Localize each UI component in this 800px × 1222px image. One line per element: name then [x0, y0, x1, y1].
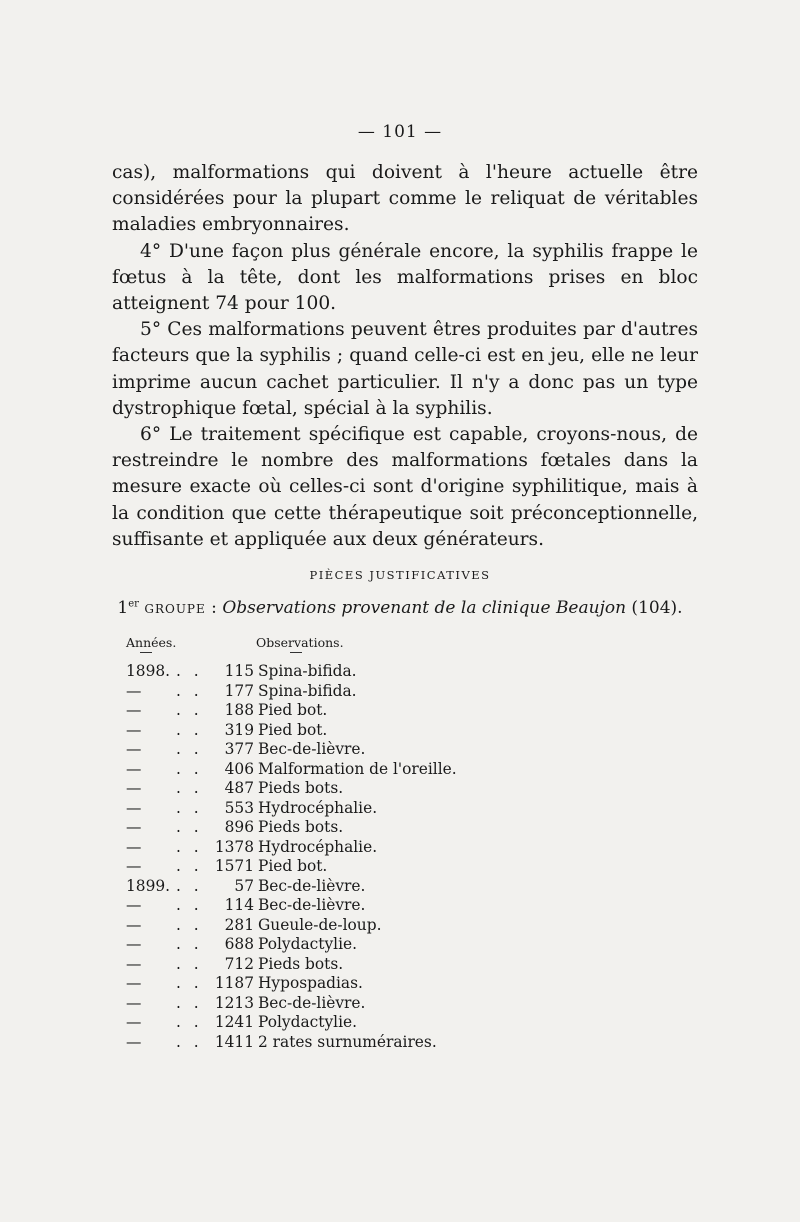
row-leader-dots: . .	[176, 935, 203, 953]
row-leader-dots: . .	[176, 759, 203, 778]
row-leader-dots: . .	[176, 1032, 203, 1051]
row-observation-number: 487	[224, 779, 254, 797]
row-observation-number: 1241	[214, 1013, 254, 1031]
row-leader-dots: . .	[176, 818, 203, 836]
row-year: —	[126, 837, 142, 856]
row-description: 2 rates surnuméraires.	[258, 1032, 437, 1051]
row-leader-dots: . .	[176, 857, 203, 875]
row-observation-number: 1213	[214, 993, 254, 1012]
row-year: 1898.	[126, 662, 171, 680]
row-leader-dots: . .	[176, 681, 203, 700]
table-row	[112, 1033, 612, 1053]
row-leader-dots: . .	[176, 993, 203, 1012]
row-description: Polydactylie.	[258, 935, 357, 953]
table-row	[112, 1013, 612, 1033]
row-leader-dots: . .	[176, 1013, 203, 1031]
row-observation-number: 319	[224, 720, 254, 739]
row-year: —	[126, 720, 142, 739]
table-row	[112, 740, 612, 760]
table-row	[112, 838, 612, 858]
table-row	[112, 701, 612, 721]
row-leader-dots: . .	[176, 896, 203, 914]
row-description: Bec-de-lièvre.	[258, 993, 366, 1012]
row-leader-dots: . .	[176, 974, 203, 992]
row-observation-number: 281	[224, 915, 254, 934]
row-leader-dots: . .	[176, 954, 203, 973]
row-description: Polydactylie.	[258, 1013, 357, 1031]
group-separator: :	[205, 598, 223, 618]
table-row	[112, 994, 612, 1014]
table-row	[112, 857, 612, 877]
row-leader-dots: . .	[176, 701, 203, 719]
row-year: —	[126, 974, 142, 992]
row-year: —	[126, 681, 142, 700]
table-row	[112, 721, 612, 741]
row-description: Pied bot.	[258, 701, 328, 719]
body-text	[112, 160, 698, 553]
row-year: —	[126, 935, 142, 953]
table-row	[112, 662, 612, 682]
table-row	[112, 935, 612, 955]
paragraph-point-5: 5° Ces malformations peuvent êtres produites par d'autres facteurs que la syphilis ; quand celle-ci est en jeu, elle ne leur imprime aucun cachet particulier. Il n'y a donc pas un type dystrophique fœtal, spécial à la syphilis.	[112, 319, 698, 419]
row-year: —	[126, 857, 142, 875]
row-observation-number: 57	[234, 876, 254, 895]
table-row	[112, 760, 612, 780]
row-leader-dots: . .	[176, 915, 203, 934]
table-row	[112, 818, 612, 838]
row-observation-number: 177	[224, 681, 254, 700]
row-description: Pieds bots.	[258, 818, 344, 836]
row-observation-number: 114	[224, 896, 254, 914]
row-observation-number: 1378	[214, 837, 254, 856]
row-leader-dots: . .	[176, 798, 203, 817]
row-year: 1899.	[126, 876, 171, 895]
row-year: —	[126, 915, 142, 934]
table-row	[112, 916, 612, 936]
row-observation-number: 1571	[214, 857, 254, 875]
row-observation-number: 553	[224, 798, 254, 817]
group-label: GROUPE	[144, 602, 206, 616]
row-year: —	[126, 701, 142, 719]
table-row	[112, 877, 612, 897]
group-number: 1	[117, 598, 129, 618]
row-observation-number: 896	[224, 818, 254, 836]
group-number-suffix: er	[128, 598, 139, 610]
table-row	[112, 779, 612, 799]
paragraph-point-4: 4° D'une façon plus générale encore, la syphilis frappe le fœtus à la tête, dont les malformations prises en bloc atteignent 74 pour 100.	[112, 240, 698, 315]
row-observation-number: 115	[224, 662, 254, 680]
row-observation-number: 1187	[214, 974, 254, 992]
row-year: —	[126, 896, 142, 914]
row-leader-dots: . .	[176, 662, 203, 680]
group-description: Observations provenant de la clinique Beaujon	[222, 598, 627, 618]
row-year: —	[126, 993, 142, 1012]
row-leader-dots: . .	[176, 837, 203, 856]
row-observation-number: 188	[224, 701, 254, 719]
column-rule-observations	[290, 652, 302, 653]
row-description: Malformation de l'oreille.	[258, 759, 457, 778]
row-description: Gueule-de-loup.	[258, 915, 382, 934]
group-title	[0, 598, 800, 618]
row-observation-number: 712	[224, 954, 254, 973]
row-observation-number: 688	[224, 935, 254, 953]
column-header-years: Années.	[126, 635, 177, 650]
row-description: Pied bot.	[258, 720, 328, 739]
row-year: —	[126, 759, 142, 778]
row-year: —	[126, 779, 142, 797]
row-description: Pied bot.	[258, 857, 328, 875]
row-description: Bec-de-lièvre.	[258, 740, 366, 758]
row-year: —	[126, 1013, 142, 1031]
paragraph-point-6: 6° Le traitement spécifique est capable, croyons-nous, de restreindre le nombre des malformations fœtales dans la mesure exacte où celles-ci sont d'origine syphilitique, mais à la condition que cette thérapeutique soit préconceptionnelle, suffisante et appliquée aux deux générateurs.	[112, 424, 698, 550]
row-description: Spina-bifida.	[258, 681, 357, 700]
row-description: Spina-bifida.	[258, 662, 357, 680]
row-year: —	[126, 740, 142, 758]
row-description: Bec-de-lièvre.	[258, 876, 366, 895]
row-leader-dots: . .	[176, 720, 203, 739]
column-rule-years	[140, 652, 152, 653]
row-year: —	[126, 818, 142, 836]
row-year: —	[126, 954, 142, 973]
row-leader-dots: . .	[176, 779, 203, 797]
table-row	[112, 974, 612, 994]
row-description: Hydrocéphalie.	[258, 798, 378, 817]
row-observation-number: 1411	[214, 1032, 254, 1051]
row-leader-dots: . .	[176, 740, 203, 758]
row-description: Pieds bots.	[258, 954, 344, 973]
table-row	[112, 682, 612, 702]
row-observation-number: 406	[224, 759, 254, 778]
row-observation-number: 377	[224, 740, 254, 758]
row-year: —	[126, 1032, 142, 1051]
row-description: Hydrocéphalie.	[258, 837, 378, 856]
row-description: Bec-de-lièvre.	[258, 896, 366, 914]
row-description: Hypospadias.	[258, 974, 363, 992]
section-heading: PIÈCES JUSTIFICATIVES	[309, 568, 491, 582]
table-row	[112, 896, 612, 916]
row-leader-dots: . .	[176, 876, 203, 895]
row-year: —	[126, 798, 142, 817]
row-description: Pieds bots.	[258, 779, 344, 797]
column-header-observations: Observations.	[256, 635, 344, 650]
page-number: — 101 —	[357, 122, 443, 142]
paragraph-continuation: cas), malformations qui doivent à l'heure actuelle être considérées pour la plupart comme le reliquat de véritables maladies embryonnaires.	[112, 162, 698, 236]
table-row	[112, 955, 612, 975]
table-row	[112, 799, 612, 819]
group-count: (104).	[626, 598, 683, 618]
observations-table	[112, 662, 612, 1052]
